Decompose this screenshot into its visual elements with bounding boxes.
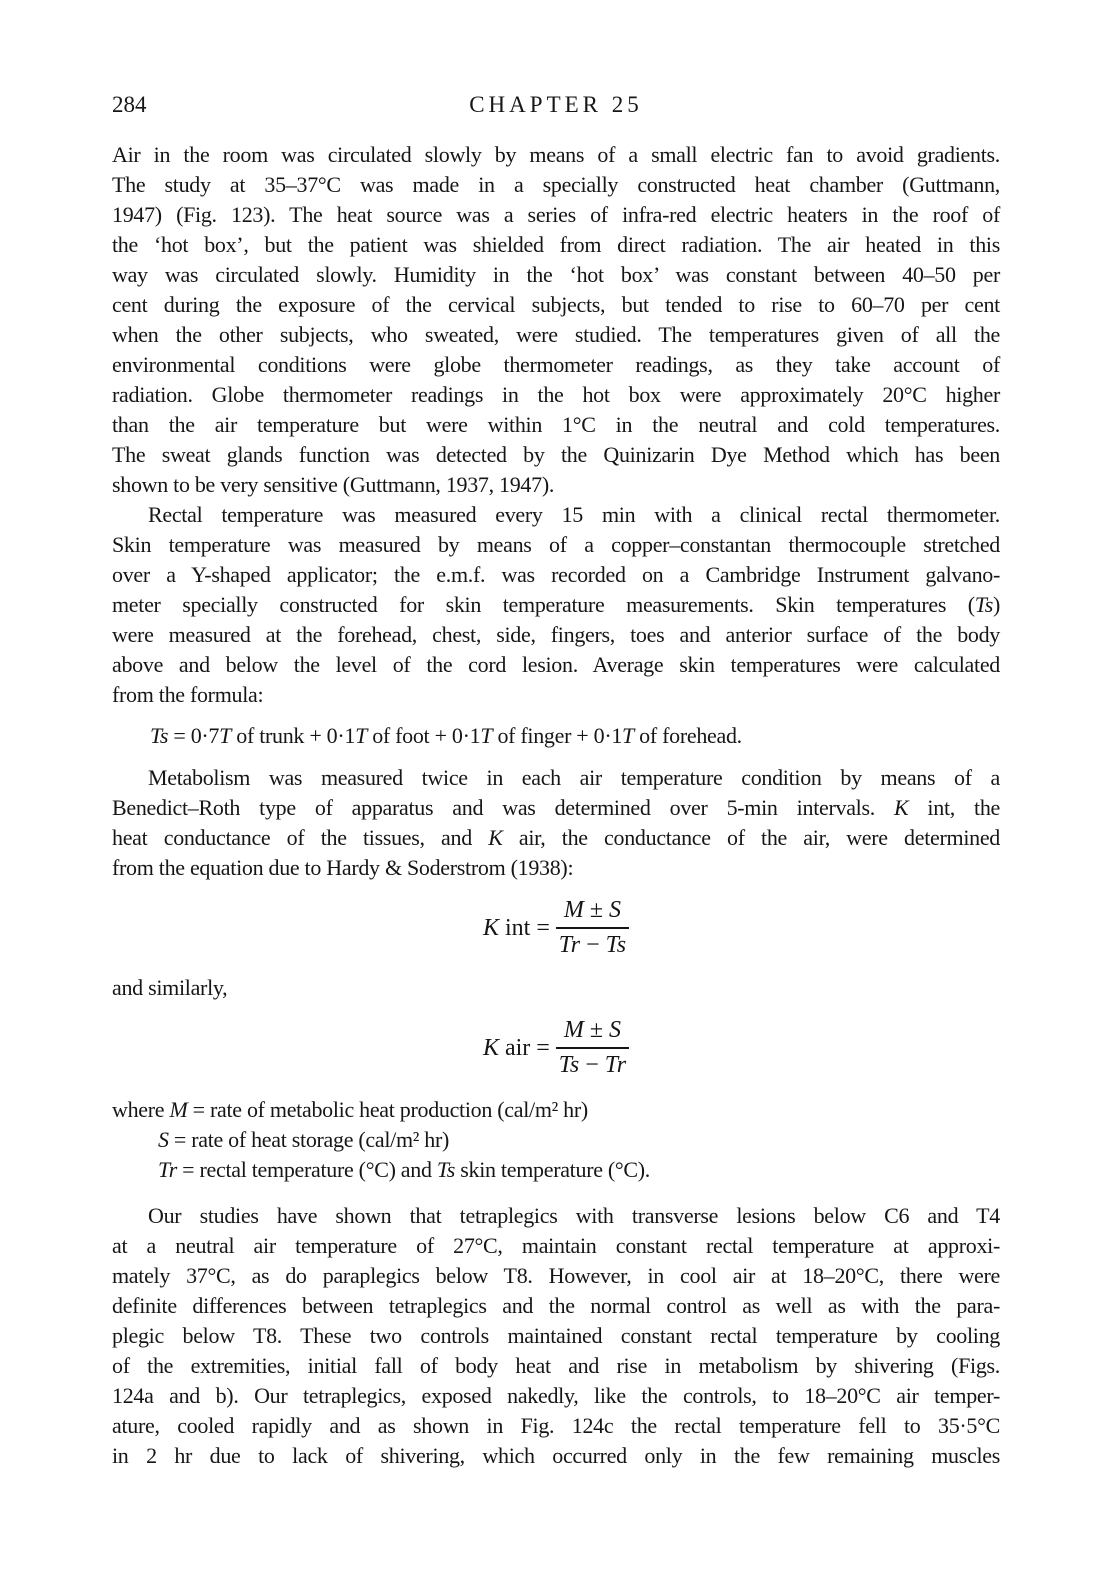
text-line: Metabolism was measured twice in each air temperature condition by means of a xyxy=(148,765,1000,790)
page-header xyxy=(112,92,1000,122)
equation-denominator: Tr − Ts xyxy=(558,932,627,958)
text-line: of the extremities, initial fall of body heat and rise in metabolism by shivering (Figs. xyxy=(112,1353,1000,1378)
text-line: shown to be very sensitive (Guttmann, 1937, 1947). xyxy=(112,472,555,497)
k-int-equation-row xyxy=(483,895,629,961)
text-line: when the other subjects, who sweated, were studied. The temperatures given of all the xyxy=(112,322,1000,347)
text-line: at a neutral air temperature of 27°C, maintain constant rectal temperature at approxi- xyxy=(112,1233,1000,1258)
text-line: Our studies have shown that tetraplegics with transverse lesions below C6 and T4 xyxy=(148,1203,1000,1228)
text-line: than the air temperature but were within 1°C in the neutral and cold temperatures. xyxy=(112,412,1000,437)
text-line: from the equation due to Hardy & Soderstrom (1938): xyxy=(112,855,574,880)
text-line: Air in the room was circulated slowly by means of a small electric fan to avoid gradients. xyxy=(112,142,1000,167)
text-line: cent during the exposure of the cervical subjects, but tended to rise to 60–70 per cent xyxy=(112,292,1000,317)
text-line: The study at 35–37°C was made in a specially constructed heat chamber (Guttmann, xyxy=(112,172,1000,197)
text-line: above and below the level of the cord lesion. Average skin temperatures were calculated xyxy=(112,652,1000,677)
text-line: meter specially constructed for skin temperature measurements. Skin temperatures (Ts) xyxy=(112,592,1000,617)
text-line: were measured at the forehead, chest, side, fingers, toes and anterior surface of the body xyxy=(112,622,1000,647)
text-line: in 2 hr due to lack of shivering, which occurred only in the few remaining muscles xyxy=(112,1443,1000,1468)
text-line: the ‘hot box’, but the patient was shielded from direct radiation. The air heated in this xyxy=(112,232,1000,257)
text-line: definite differences between tetraplegics and the normal control as well as with the para- xyxy=(112,1293,1000,1318)
k-air-equation xyxy=(112,1015,1000,1081)
text-line: environmental conditions were globe thermometer readings, as they take account of xyxy=(112,352,1000,377)
paragraph-methods-chamber xyxy=(112,140,1000,500)
text-line: over a Y-shaped applicator; the e.m.f. was recorded on a Cambridge Instrument galvano- xyxy=(112,562,1000,587)
equation-fraction xyxy=(556,895,629,961)
where-line: Tr = rectal temperature (°C) and Ts skin temperature (°C). xyxy=(158,1157,651,1182)
where-line: S = rate of heat storage (cal/m² hr) xyxy=(158,1127,450,1152)
page-number: 284 xyxy=(112,92,147,117)
equation-lhs: K int = xyxy=(482,915,550,941)
text-line: ature, cooled rapidly and as shown in Fig. 124c the rectal temperature fell to 35·5°C xyxy=(112,1413,1000,1438)
chapter-title: CHAPTER 25 xyxy=(469,92,643,117)
equation-denominator: Ts − Tr xyxy=(558,1052,627,1078)
k-air-equation-row xyxy=(483,1015,629,1081)
equation-fraction xyxy=(556,1015,629,1081)
equation-lhs: K air = xyxy=(482,1035,550,1061)
text-line: from the formula: xyxy=(112,682,264,707)
text-line: Rectal temperature was measured every 15 min with a clinical rectal thermometer. xyxy=(148,502,1000,527)
k-int-equation xyxy=(112,895,1000,961)
text-line: Benedict–Roth type of apparatus and was determined over 5-min intervals. K int, the xyxy=(112,795,1000,820)
text-line: heat conductance of the tissues, and K air, the conductance of the air, were determined xyxy=(112,825,1000,850)
text-line: radiation. Globe thermometer readings in the hot box were approximately 20°C higher xyxy=(112,382,1000,407)
text-column xyxy=(112,140,1000,1471)
equation-numerator: M ± S xyxy=(556,1015,629,1049)
where-line: where M = rate of metabolic heat production (cal/m² hr) xyxy=(112,1097,588,1122)
paragraph-study-results xyxy=(112,1201,1000,1471)
text-line: way was circulated slowly. Humidity in the ‘hot box’ was constant between 40–50 per xyxy=(112,262,1000,287)
where-definitions xyxy=(112,1095,1000,1185)
paragraph-temperature-measurement xyxy=(112,500,1000,710)
skin-temperature-formula: Ts = 0·7T of trunk + 0·1T of foot + 0·1T of finger + 0·1T of forehead. xyxy=(150,723,742,748)
and-similarly-line: and similarly, xyxy=(112,975,228,1000)
text-line: The sweat glands function was detected by the Quinizarin Dye Method which has been xyxy=(112,442,1000,467)
text-line: Skin temperature was measured by means of a copper–constantan thermocouple stretched xyxy=(112,532,1000,557)
text-line: 124a and b). Our tetraplegics, exposed nakedly, like the controls, to 18–20°C air temper- xyxy=(112,1383,1000,1408)
text-line: 1947) (Fig. 123). The heat source was a series of infra-red electric heaters in the roof of xyxy=(112,202,1000,227)
text-line: plegic below T8. These two controls maintained constant rectal temperature by cooling xyxy=(112,1323,1000,1348)
equation-numerator: M ± S xyxy=(556,895,629,929)
text-line: mately 37°C, as do paraplegics below T8. However, in cool air at 18–20°C, there were xyxy=(112,1263,1000,1288)
paragraph-metabolism xyxy=(112,763,1000,883)
